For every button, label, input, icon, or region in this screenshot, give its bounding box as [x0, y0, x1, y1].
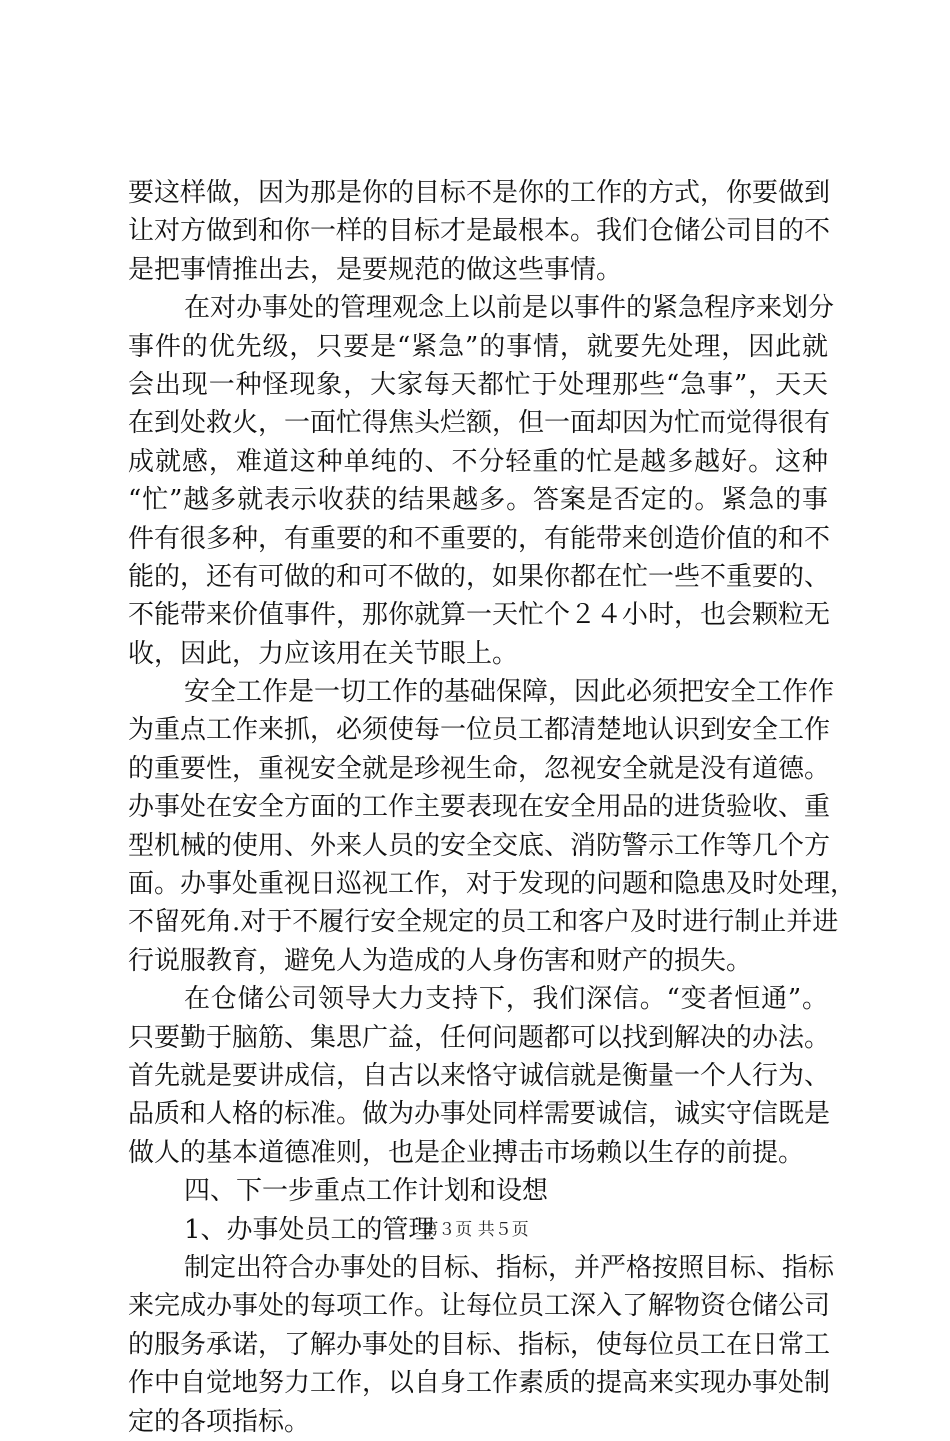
text-line: 首先就是要讲成信，自古以来恪守诚信就是衡量一个人行为、 [128, 1060, 831, 1091]
subsection-heading: 1、办事处员工的管理 [184, 1214, 435, 1245]
text-line: 定的各项指标。 [128, 1406, 311, 1437]
document-body [128, 174, 857, 1441]
text-line: 做人的基本道德准则，也是企业搏击市场赖以生存的前提。 [128, 1137, 805, 1168]
text-line: 件有很多种，有重要的和不重要的，有能带来创造价值的和不 [128, 523, 831, 554]
text-line: 能的，还有可做的和可不做的，如果你都在忙一些不重要的、 [128, 561, 831, 592]
paragraph-first-line: 安全工作是一切工作的基础保障，因此必须把安全工作作 [184, 677, 835, 708]
text-line: 型机械的使用、外来人员的安全交底、消防警示工作等几个方 [128, 830, 831, 861]
text-line: 来完成办事处的每项工作。让每位员工深入了解物资仓储公司 [128, 1291, 831, 1322]
text-line: 只要勤于脑筋、集思广益，任何问题都可以找到解决的办法。 [128, 1022, 831, 1053]
text-line: 成就感，难道这种单纯的、不分轻重的忙是越多越好。这种 [128, 446, 828, 477]
text-line: 行说服教育，避免人为造成的人身伤害和财产的损失。 [128, 945, 753, 976]
text-line: 不留死角.对于不履行安全规定的员工和客户及时进行制止并进 [128, 907, 839, 938]
text-line: 会出现一种怪现象，大家每天都忙于处理那些“急事”，天天 [128, 369, 828, 400]
text-line: 不能带来价值事件，那你就算一天忙个２４小时，也会颗粒无 [128, 600, 831, 631]
text-line: 办事处在安全方面的工作主要表现在安全用品的进货验收、重 [128, 792, 831, 823]
paragraph-first-line: 在对办事处的管理观念上以前是以事件的紧急程序来划分 [184, 293, 835, 324]
text-line: 品质和人格的标准。做为办事处同样需要诚信，诚实守信既是 [128, 1099, 831, 1130]
text-line: 作中自觉地努力工作，以自身工作素质的提高来实现办事处制 [128, 1368, 831, 1399]
text-line: “忙”越多就表示收获的结果越多。答案是否定的。紧急的事 [128, 485, 828, 516]
text-line: 面。办事处重视日巡视工作，对于发现的问题和隐患及时处理， [128, 869, 857, 900]
text-line: 要这样做，因为那是你的目标不是你的工作的方式，你要做到 [128, 178, 831, 208]
page-number-footer: 第３页 共５页 [421, 1220, 529, 1240]
text-line: 的重要性，重视安全就是珍视生命，忽视安全就是没有道德。 [128, 753, 831, 784]
paragraph-first-line: 制定出符合办事处的目标、指标，并严格按照目标、指标 [184, 1252, 835, 1283]
section-heading: 四、下一步重点工作计划和设想 [184, 1176, 549, 1207]
text-line: 是把事情推出去，是要规范的做这些事情。 [128, 254, 623, 285]
text-line: 让对方做到和你一样的目标才是最根本。我们仓储公司目的不 [128, 216, 831, 247]
paragraph-first-line: 在仓储公司领导大力支持下，我们深信。“变者恒通”。 [184, 984, 828, 1015]
text-line: 的服务承诺，了解办事处的目标、指标，使每位员工在日常工 [128, 1329, 831, 1360]
text-line: 在到处救火，一面忙得焦头烂额，但一面却因为忙而觉得很有 [128, 408, 831, 439]
text-line: 收，因此，力应该用在关节眼上。 [128, 638, 519, 669]
text-line: 为重点工作来抓，必须使每一位员工都清楚地认识到安全工作 [128, 715, 831, 746]
text-line: 事件的优先级，只要是“紧急”的事情，就要先处理，因此就 [128, 331, 828, 362]
